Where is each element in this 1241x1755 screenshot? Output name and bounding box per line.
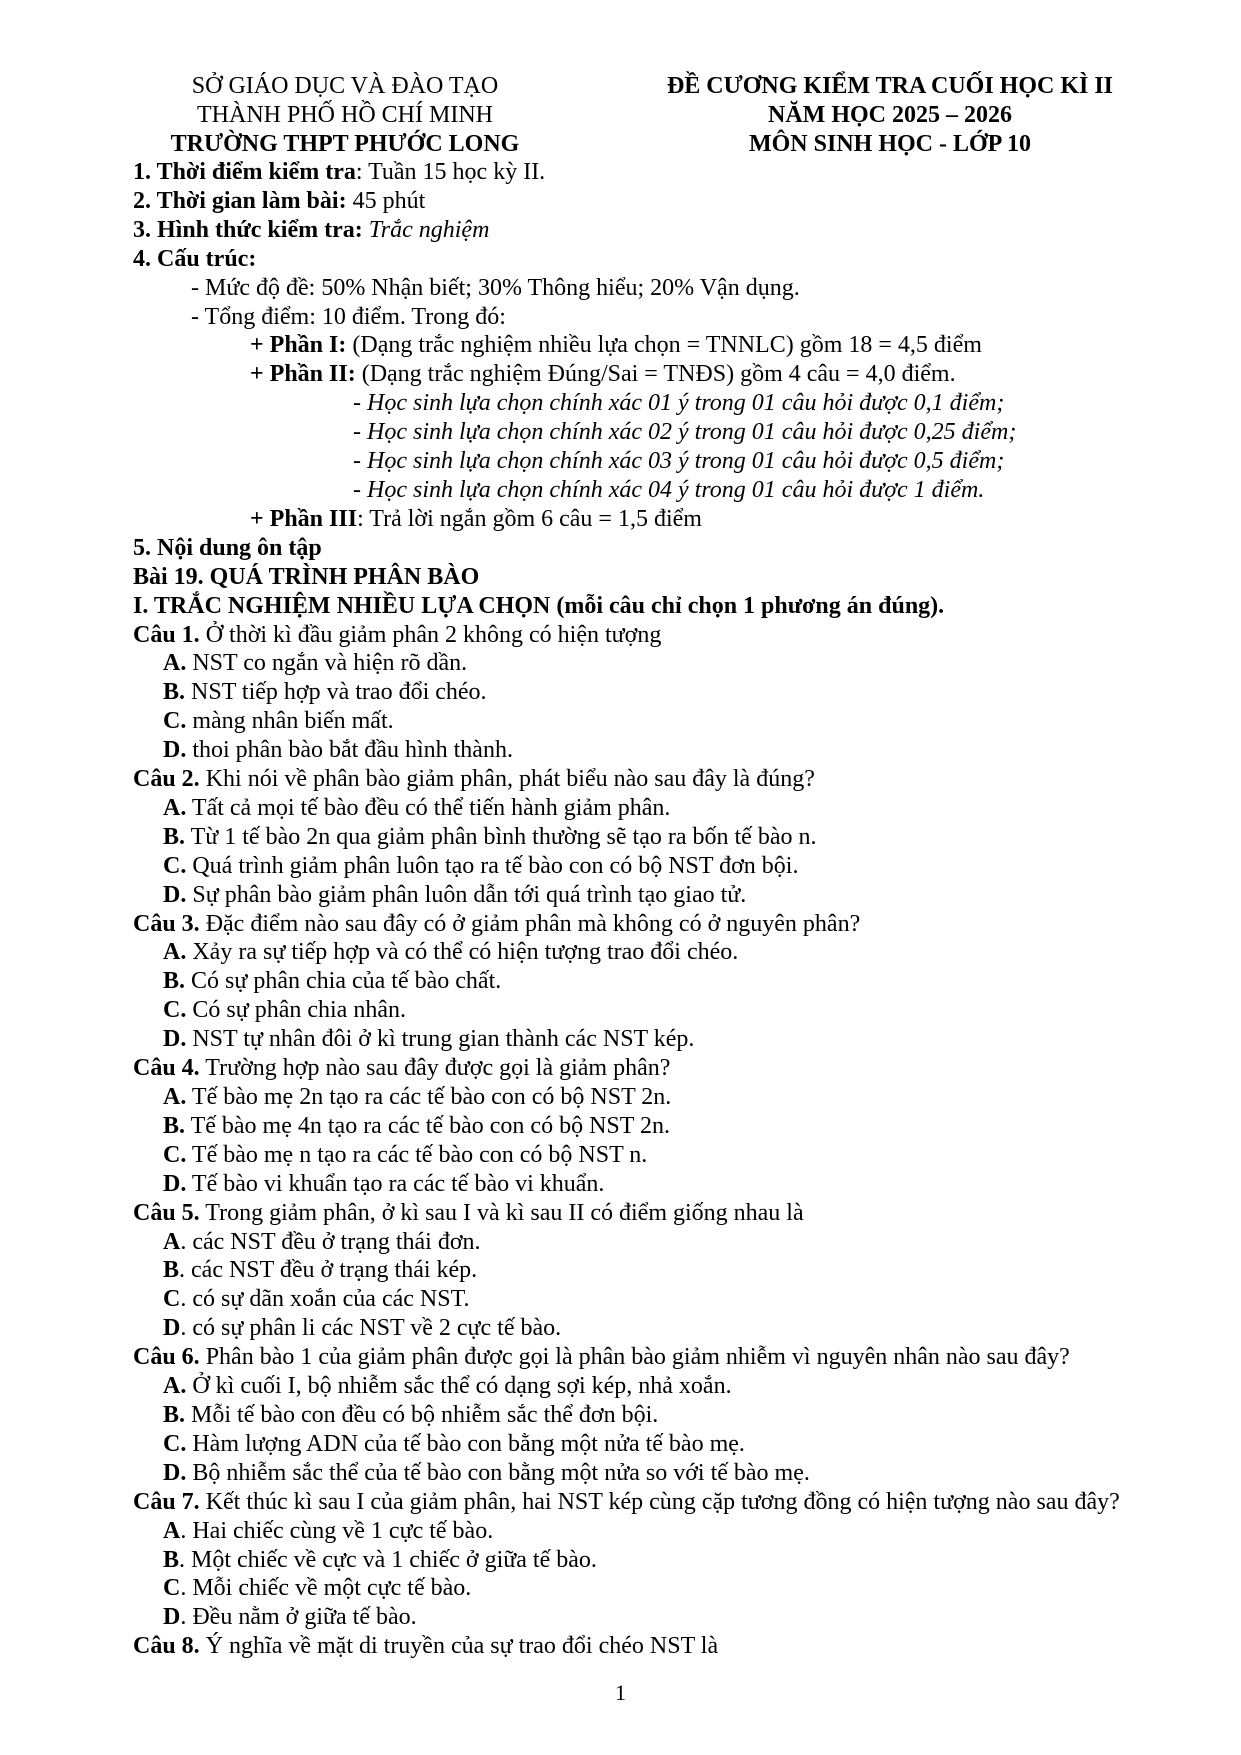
answer-option <box>133 1603 1213 1632</box>
part3-line: + Phần III: Trả lời ngắn gồm 6 câu = 1,5 điểm <box>250 505 702 532</box>
question-list <box>133 621 1213 1662</box>
option-text: Bộ nhiễm sắc thể của tế bào con bằng một nửa so với tế bào mẹ. <box>186 1459 810 1486</box>
option-text: Mỗi tế bào con đều có bộ nhiễm sắc thể đơn bội. <box>185 1401 659 1428</box>
level-line: - Mức độ đề: 50% Nhận biết; 30% Thông hiểu; 20% Vận dụng. <box>191 274 800 301</box>
answer-option <box>133 1285 1213 1314</box>
option-text: . Đều nằm ở giữa tế bào. <box>180 1604 417 1631</box>
option-text: . có sự phân li các NST về 2 cực tế bào. <box>180 1315 562 1342</box>
question-stem <box>133 1488 1213 1517</box>
option-text: . Hai chiếc cùng về 1 cực tế bào. <box>180 1517 494 1544</box>
option-letter: D. <box>163 1170 187 1197</box>
lesson-title: Bài 19. QUÁ TRÌNH PHÂN BÀO <box>133 563 480 590</box>
option-letter: C. <box>163 1430 187 1457</box>
question-number: Câu 7. <box>133 1488 200 1515</box>
option-letter: C <box>163 1286 181 1313</box>
option-letter: B. <box>163 968 186 995</box>
answer-option <box>133 649 1213 678</box>
option-text: Quá trình giảm phân luôn tạo ra tế bào con có bộ NST đơn bội. <box>186 852 799 879</box>
option-letter: D. <box>163 737 187 764</box>
document-title: ĐỀ CƯƠNG KIỂM TRA CUỐI HỌC KÌ II <box>666 73 1114 99</box>
section-title: I. TRẮC NGHIỆM NHIỀU LỰA CHỌN (mỗi câu chỉ chọn 1 phương án đúng). <box>133 592 945 619</box>
part2-line: + Phần II: (Dạng trắc nghiệm Đúng/Sai = TNĐS) gồm 4 câu = 4,0 điểm. <box>250 361 956 388</box>
option-text: . có sự dãn xoắn của các NST. <box>180 1286 470 1313</box>
question-number: Câu 3. <box>133 910 200 937</box>
answer-option <box>133 794 1213 823</box>
question-number: Câu 1. <box>133 621 200 648</box>
option-text: . các NST đều ở trạng thái đơn. <box>180 1228 481 1255</box>
option-text: . Một chiếc về cực và 1 chiếc ở giữa tế bào. <box>179 1546 597 1573</box>
answer-option <box>133 1256 1213 1285</box>
answer-option <box>133 1083 1213 1112</box>
question-number: Câu 5. <box>133 1199 200 1226</box>
option-letter: D <box>163 1315 181 1342</box>
answer-option <box>133 1459 1213 1488</box>
option-text: Tế bào mẹ 2n tạo ra các tế bào con có bộ NST 2n. <box>186 1084 672 1110</box>
answer-option <box>133 967 1213 996</box>
question-number: Câu 4. <box>133 1055 200 1082</box>
answer-option <box>133 1517 1213 1546</box>
question-stem <box>133 910 1213 939</box>
school-year: NĂM HỌC 2025 – 2026 <box>768 102 1012 128</box>
answer-option <box>133 678 1213 707</box>
question-text: Trong giảm phân, ở kì sau I và kì sau II có điểm giống nhau là <box>199 1199 804 1226</box>
option-letter: C. <box>163 997 187 1024</box>
question-text: Khi nói về phân bào giảm phân, phát biểu nào sau đây là đúng? <box>199 766 815 793</box>
question-text: Ý nghĩa về mặt di truyền của sự trao đổi chéo NST là <box>199 1633 719 1660</box>
option-text: Xảy ra sự tiếp hợp và có thể có hiện tượng trao đổi chéo. <box>186 939 739 966</box>
option-letter: A <box>163 1228 181 1255</box>
question-stem <box>133 1343 1213 1372</box>
option-letter: A <box>163 1517 181 1544</box>
part1-line: + Phần I: (Dạng trắc nghiệm nhiều lựa chọn = TNNLC) gồm 18 = 4,5 điểm <box>250 332 982 359</box>
option-text: Tế bào mẹ n tạo ra các tế bào con có bộ NST n. <box>186 1141 648 1168</box>
option-letter: A. <box>163 650 187 677</box>
part2-note: - Học sinh lựa chọn chính xác 02 ý trong 01 câu hỏi được 0,25 điểm; <box>353 419 1017 446</box>
option-text: Có sự phân chia nhân. <box>186 997 406 1024</box>
school-name: TRƯỜNG THPT PHƯỚC LONG <box>170 131 520 157</box>
format-line: 3. Hình thức kiểm tra: Trắc nghiệm <box>133 216 490 243</box>
option-text: Sự phân bào giảm phân luôn dẫn tới quá trình tạo giao tử. <box>186 881 747 908</box>
answer-option <box>133 1025 1213 1054</box>
question-stem <box>133 1199 1213 1228</box>
option-letter: D. <box>163 1459 187 1486</box>
option-text: thoi phân bào bắt đầu hình thành. <box>186 737 513 764</box>
option-text: NST co ngắn và hiện rõ dần. <box>186 650 468 677</box>
option-letter: D. <box>163 881 187 908</box>
answer-option <box>133 736 1213 765</box>
option-letter: A. <box>163 939 187 966</box>
option-letter: B. <box>163 823 186 850</box>
question-text: Ở thời kì đầu giảm phân 2 không có hiện tượng <box>199 621 662 648</box>
answer-option <box>133 1574 1213 1603</box>
option-text: NST tiếp hợp và trao đổi chéo. <box>185 679 487 706</box>
option-letter: C. <box>163 852 187 879</box>
question-stem <box>133 621 1213 650</box>
structure-heading: 4. Cấu trúc: <box>133 245 257 272</box>
question-stem <box>133 765 1213 794</box>
question-stem <box>133 1632 1213 1661</box>
question-number: Câu 2. <box>133 766 200 793</box>
answer-option <box>133 1430 1213 1459</box>
option-letter: C <box>163 1575 181 1602</box>
option-text: NST tự nhân đôi ở kì trung gian thành các NST kép. <box>186 1026 695 1053</box>
question-number: Câu 8. <box>133 1633 200 1660</box>
document-body <box>133 158 1213 1661</box>
option-text: Tất cả mọi tế bào đều có thể tiến hành giảm phân. <box>186 794 671 821</box>
part2-note: - Học sinh lựa chọn chính xác 03 ý trong 01 câu hỏi được 0,5 điểm; <box>353 448 1005 475</box>
answer-option <box>133 1546 1213 1575</box>
answer-option <box>133 1141 1213 1170</box>
question-number: Câu 6. <box>133 1344 200 1371</box>
option-letter: B. <box>163 679 186 706</box>
answer-option <box>133 707 1213 736</box>
question-stem <box>133 1054 1213 1083</box>
option-letter: B <box>163 1546 180 1573</box>
answer-option <box>133 1314 1213 1343</box>
option-letter: A. <box>163 794 187 821</box>
option-text: Tế bào vi khuẩn tạo ra các tế bào vi khuẩn. <box>186 1170 605 1197</box>
answer-option <box>133 996 1213 1025</box>
option-text: Tế bào mẹ 4n tạo ra các tế bào con có bộ NST 2n. <box>185 1112 670 1139</box>
answer-option <box>133 1170 1213 1199</box>
option-letter: C. <box>163 1141 187 1168</box>
option-letter: A. <box>163 1373 187 1400</box>
question-text: Kết thúc kì sau I của giảm phân, hai NST kép cùng cặp tương đồng có hiện tượng nào sau đây? <box>199 1488 1120 1515</box>
header-left <box>130 72 560 159</box>
answer-option <box>133 1112 1213 1141</box>
option-letter: B. <box>163 1401 186 1428</box>
department-name: SỞ GIÁO DỤC VÀ ĐÀO TẠO <box>191 73 499 99</box>
answer-option <box>133 1372 1213 1401</box>
header-right <box>650 72 1130 159</box>
option-text: . các NST đều ở trạng thái kép. <box>179 1257 478 1284</box>
answer-option <box>133 881 1213 910</box>
content-heading: 5. Nội dung ôn tập <box>133 534 322 561</box>
answer-option <box>133 1401 1213 1430</box>
subject-grade: MÔN SINH HỌC - LỚP 10 <box>748 131 1031 157</box>
answer-option <box>133 823 1213 852</box>
option-letter: D <box>163 1604 181 1631</box>
answer-option <box>133 938 1213 967</box>
option-text: Hàm lượng ADN của tế bào con bằng một nửa tế bào mẹ. <box>186 1430 745 1457</box>
question-text: Trường hợp nào sau đây được gọi là giảm phân? <box>199 1055 671 1082</box>
option-letter: A. <box>163 1084 187 1110</box>
option-text: màng nhân biến mất. <box>186 708 394 735</box>
option-text: Từ 1 tế bào 2n qua giảm phân bình thường sẽ tạo ra bốn tế bào n. <box>185 823 817 850</box>
option-letter: B. <box>163 1112 186 1139</box>
question-text: Phân bào 1 của giảm phân được gọi là phân bào giảm nhiễm vì nguyên nhân nào sau đây? <box>199 1344 1070 1371</box>
part2-note: - Học sinh lựa chọn chính xác 01 ý trong 01 câu hỏi được 0,1 điểm; <box>353 390 1005 417</box>
duration-line: 2. Thời gian làm bài: 45 phút <box>133 187 426 214</box>
part2-note: - Học sinh lựa chọn chính xác 04 ý trong 01 câu hỏi được 1 điểm. <box>353 476 985 503</box>
option-text: Có sự phân chia của tế bào chất. <box>185 968 502 995</box>
option-letter: B <box>163 1257 180 1284</box>
city-name: THÀNH PHỐ HỒ CHÍ MINH <box>197 102 493 128</box>
option-letter: D. <box>163 1026 187 1053</box>
answer-option <box>133 1228 1213 1257</box>
total-line: - Tổng điểm: 10 điểm. Trong đó: <box>191 303 506 330</box>
option-text: Ở kì cuối I, bộ nhiễm sắc thể có dạng sợi kép, nhả xoắn. <box>186 1373 732 1400</box>
answer-option <box>133 852 1213 881</box>
question-text: Đặc điểm nào sau đây có ở giảm phân mà không có ở nguyên phân? <box>199 910 861 937</box>
page-number: 1 <box>615 1680 626 1705</box>
option-text: . Mỗi chiếc về một cực tế bào. <box>180 1575 472 1602</box>
time-point-line: 1. Thời điểm kiểm tra: Tuần 15 học kỳ II. <box>133 159 546 185</box>
option-letter: C. <box>163 708 187 735</box>
